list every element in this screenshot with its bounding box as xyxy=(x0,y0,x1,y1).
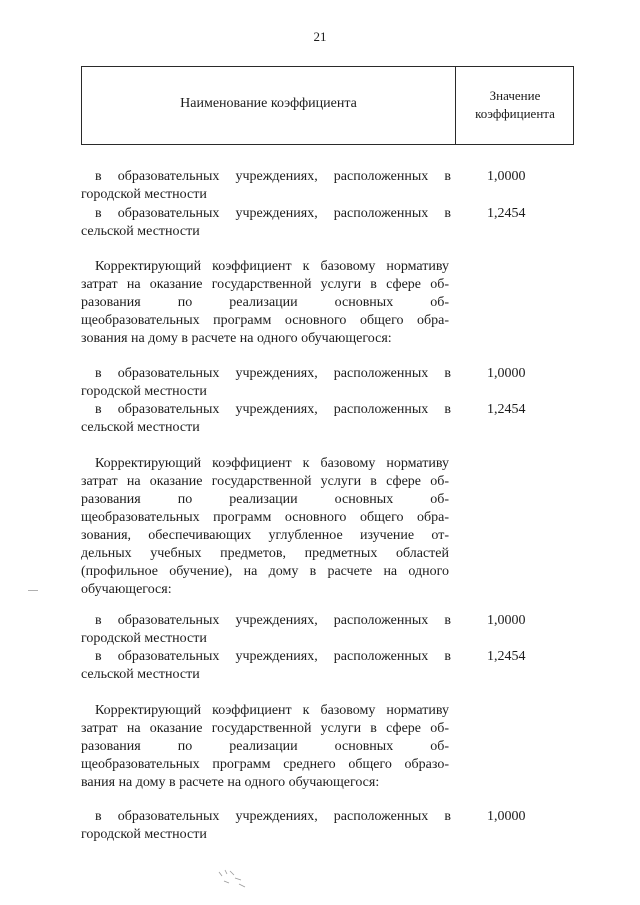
coefficient-value: 1,2454 xyxy=(487,402,526,417)
coefficient-value: 1,0000 xyxy=(487,809,526,824)
row-label xyxy=(81,401,451,437)
row-label xyxy=(81,168,451,204)
text-line: Корректирующий коэффициент к базовому нормативу xyxy=(95,703,449,718)
text-line: зования на дому в расчете на одного обучающегося: xyxy=(81,331,392,346)
text-line: в образовательных учреждениях, расположенных в xyxy=(95,613,451,628)
row-label xyxy=(81,808,451,844)
text-line: обучающегося: xyxy=(81,582,172,597)
text-line: затрат на оказание государственной услуги в сфере об- xyxy=(81,721,449,736)
text-line: затрат на оказание государственной услуги в сфере об- xyxy=(81,277,449,292)
text-line: городской местности xyxy=(81,187,207,202)
text-line: Корректирующий коэффициент к базовому нормативу xyxy=(95,456,449,471)
text-line: в образовательных учреждениях, расположенных в xyxy=(95,809,451,824)
text-line: разования по реализации основных об- xyxy=(81,295,449,310)
text-line: затрат на оказание государственной услуги в сфере об- xyxy=(81,474,449,489)
text-line: дельных учебных предметов, предметных областей xyxy=(81,546,449,561)
row-label xyxy=(81,612,451,648)
column-header-coefficient-name: Наименование коэффициента xyxy=(180,96,357,111)
text-line: вания на дому в расчете на одного обучающегося: xyxy=(81,775,380,790)
text-line: городской местности xyxy=(81,827,207,842)
text-line: сельской местности xyxy=(81,420,200,435)
text-line: сельской местности xyxy=(81,667,200,682)
column-header-value-line: коэффициента xyxy=(475,106,555,121)
text-line: в образовательных учреждениях, расположенных в xyxy=(95,366,451,381)
text-line: городской местности xyxy=(81,384,207,399)
text-line: городской местности xyxy=(81,631,207,646)
text-line: в образовательных учреждениях, расположенных в xyxy=(95,169,451,184)
text-line: щеобразовательных программ среднего общего образо- xyxy=(81,757,449,772)
text-line: разования по реализации основных об- xyxy=(81,492,449,507)
coefficient-description xyxy=(81,702,449,792)
text-line: щеобразовательных программ основного общего обра- xyxy=(81,510,449,525)
coefficient-value: 1,0000 xyxy=(487,169,526,184)
row-label xyxy=(81,365,451,401)
row-label xyxy=(81,648,451,684)
column-header-coefficient-value xyxy=(456,87,574,123)
coefficient-value: 1,0000 xyxy=(487,613,526,628)
table-header xyxy=(81,66,574,145)
coefficient-value: 1,2454 xyxy=(487,206,526,221)
text-line: разования по реализации основных об- xyxy=(81,739,449,754)
text-line: (профильное обучение), на дому в расчете на одного xyxy=(81,564,449,579)
scan-smudge xyxy=(215,866,251,890)
coefficient-description xyxy=(81,455,449,599)
text-line: щеобразовательных программ основного общего обра- xyxy=(81,313,449,328)
coefficient-value: 1,0000 xyxy=(487,366,526,381)
scan-mark xyxy=(28,590,38,591)
coefficient-description xyxy=(81,258,449,348)
text-line: зования, обеспечивающих углубленное изучение от- xyxy=(81,528,449,543)
text-line: в образовательных учреждениях, расположенных в xyxy=(95,649,451,664)
column-header-value-line: Значение xyxy=(489,88,541,103)
coefficient-value: 1,2454 xyxy=(487,649,526,664)
page-number: 21 xyxy=(313,29,327,44)
text-line: в образовательных учреждениях, расположенных в xyxy=(95,206,451,221)
text-line: в образовательных учреждениях, расположенных в xyxy=(95,402,451,417)
row-label xyxy=(81,205,451,241)
text-line: Корректирующий коэффициент к базовому нормативу xyxy=(95,259,449,274)
text-line: сельской местности xyxy=(81,224,200,239)
